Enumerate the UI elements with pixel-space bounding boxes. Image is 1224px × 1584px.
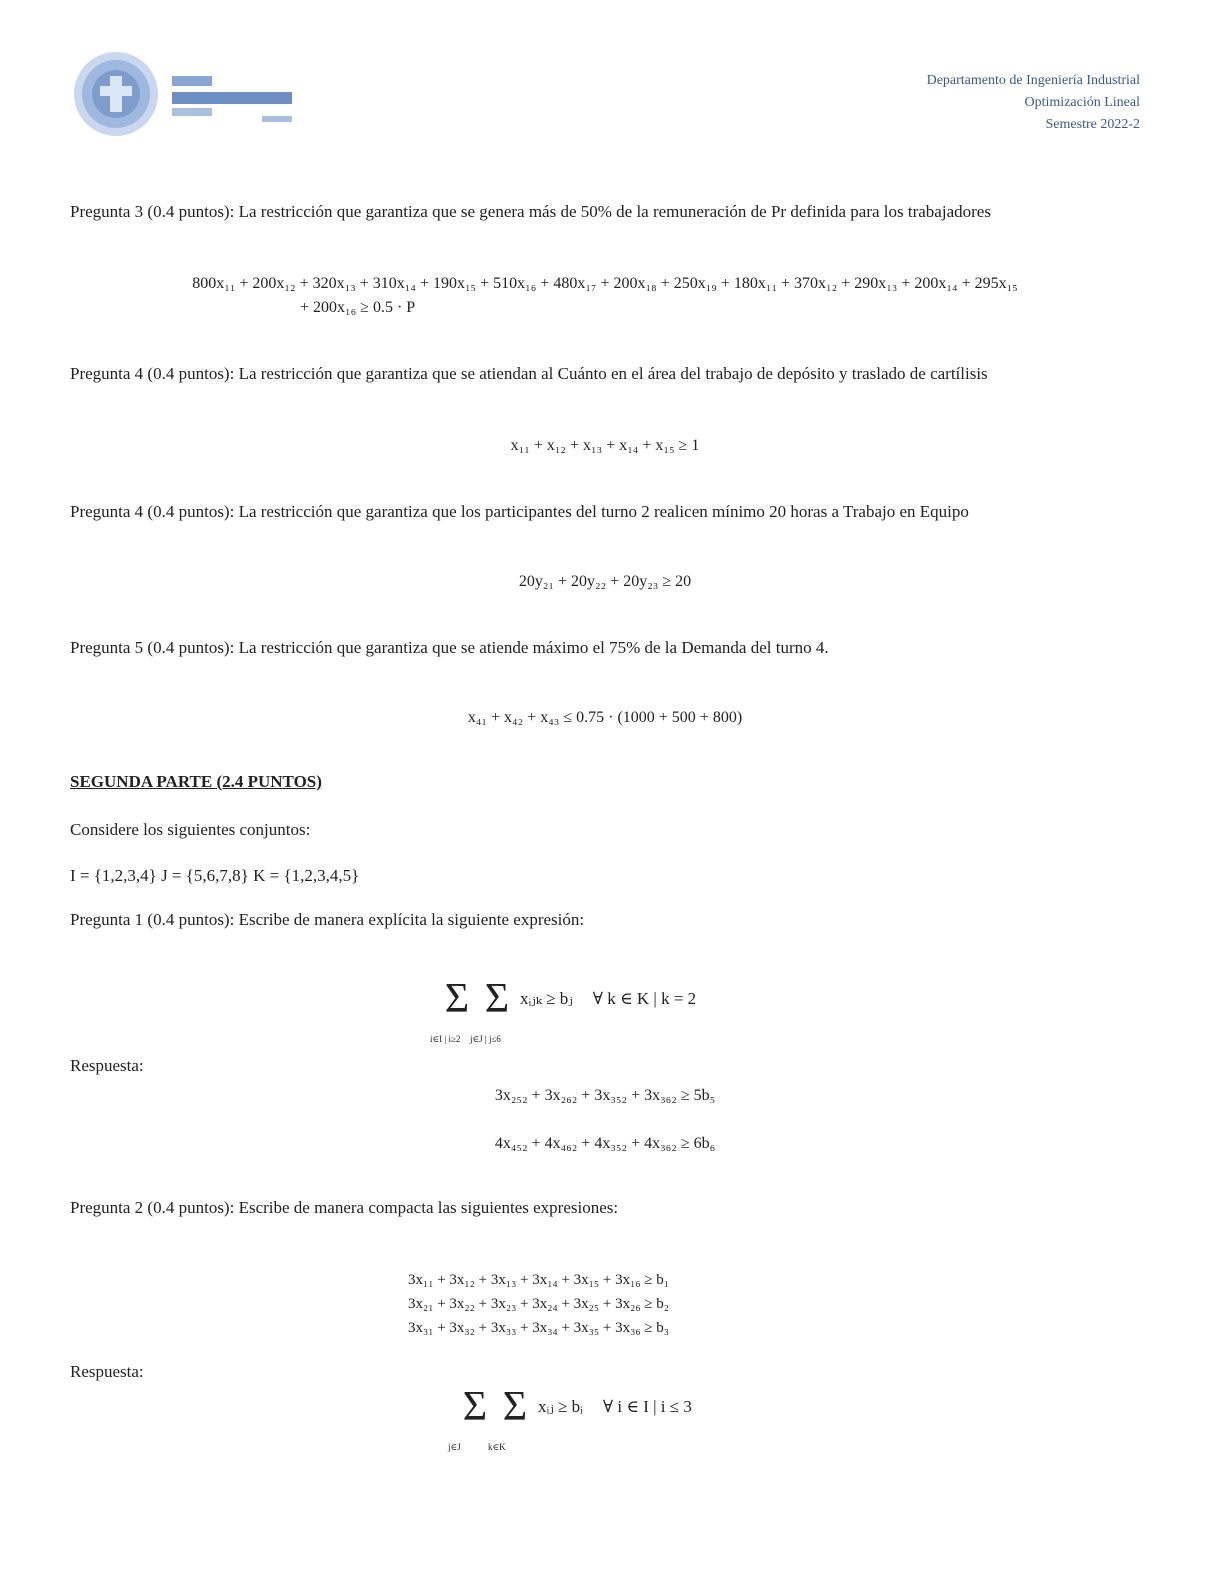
question-paragraph: Pregunta 4 (0.4 puntos): La restricción que garantiza que se atiendan al Cuánto en el área del trabajo de depósito y traslado de cartílisis xyxy=(70,364,988,383)
sum-condition: ∀ k ∈ K | k = 2 xyxy=(592,989,697,1008)
response-equation: 3x₂₅₂ + 3x₂₆₂ + 3x₃₅₂ + 3x₃₆₂ ≥ 5b₅ xyxy=(494,1087,716,1104)
dept-line-3: Semestre 2022-2 xyxy=(1045,117,1140,132)
sum-term: xᵢⱼₖ ≥ bⱼ xyxy=(520,989,573,1008)
double-sum-expression xyxy=(448,1384,692,1452)
university-seal-icon xyxy=(70,46,310,142)
department-header xyxy=(927,70,1140,136)
sigma-subscript: k∈K xyxy=(488,1442,506,1452)
sigma-symbol: Σ k∈K xyxy=(498,1386,532,1428)
sum-term: xᵢⱼ ≥ bᵢ xyxy=(538,1397,583,1416)
dept-line-1: Departamento de Ingeniería Industrial xyxy=(926,73,1140,88)
sigma-subscript: j∈J xyxy=(448,1442,461,1452)
sigma-symbol: Σ i∈I | i≥2 xyxy=(440,978,474,1020)
question-paragraph: Pregunta 4 (0.4 puntos): La restricción que garantiza que los participantes del turno 2 realicen mínimo 20 horas a Trabajo en Equipo xyxy=(70,502,969,521)
sigma-subscript: j∈J | j≤6 xyxy=(470,1034,501,1044)
question-2: Pregunta 2 (0.4 puntos): Escribe de manera compacta las siguientes expresiones: xyxy=(70,1198,619,1217)
sum-condition: ∀ i ∈ I | i ≤ 3 xyxy=(602,1397,692,1416)
expression-block xyxy=(408,1268,669,1340)
equation: x₁₁ + x₁₂ + x₁₃ + x₁₄ + x₁₅ ≥ 1 xyxy=(510,437,700,454)
sigma-subscript: i∈I | i≥2 xyxy=(430,1034,461,1044)
section-title: SEGUNDA PARTE (2.4 PUNTOS) xyxy=(70,772,322,791)
equation: x₄₁ + x₄₂ + x₄₃ ≤ 0.75 · (1000 + 500 + 800) xyxy=(467,709,743,726)
equation: 20y₂₁ + 20y₂₂ + 20y₂₃ ≥ 20 xyxy=(518,573,692,590)
sets-definition: I = {1,2,3,4} J = {5,6,7,8} K = {1,2,3,4,5} xyxy=(70,866,360,885)
sigma-symbol: Σ j∈J | j≤6 xyxy=(480,978,514,1020)
question-paragraph: Pregunta 3 (0.4 puntos): La restricción que garantiza que se genera más de 50% de la remuneración de Pr definida para los trabajadores xyxy=(70,202,991,221)
response-label: Respuesta: xyxy=(70,1362,144,1381)
expression-row: 3x₁₁ + 3x₁₂ + 3x₁₃ + 3x₁₄ + 3x₁₅ + 3x₁₆ ≥ b₁ xyxy=(408,1272,670,1288)
response-equation: 4x₄₅₂ + 4x₄₆₂ + 4x₃₅₂ + 4x₃₆₂ ≥ 6b₆ xyxy=(494,1135,716,1152)
equation: 800x₁₁ + 200x₁₂ + 320x₁₃ + 310x₁₄ + 190x₁₅ + 510x₁₆ + 480x₁₇ + 200x₁₈ + 250x₁₉ + 180x₁₁ + 370x₁₂ + 290x₁₃ + 200x₁₄ + 295x₁₅ xyxy=(192,275,1018,292)
response-label: Respuesta: xyxy=(70,1056,144,1075)
dept-line-2: Optimización Lineal xyxy=(1024,95,1140,110)
sets-intro: Considere los siguientes conjuntos: xyxy=(70,820,311,839)
expression-row: 3x₃₁ + 3x₃₂ + 3x₃₃ + 3x₃₄ + 3x₃₅ + 3x₃₆ ≥ b₃ xyxy=(408,1320,670,1336)
expression-row: 3x₂₁ + 3x₂₂ + 3x₂₃ + 3x₂₄ + 3x₂₅ + 3x₂₆ ≥ b₂ xyxy=(408,1296,670,1312)
equation: + 200x₁₆ ≥ 0.5 · P xyxy=(300,299,416,316)
sigma-symbol: Σ j∈J xyxy=(458,1386,492,1428)
question-paragraph: Pregunta 5 (0.4 puntos): La restricción que garantiza que se atiende máximo el 75% de la Demanda del turno 4. xyxy=(70,638,829,657)
question-1: Pregunta 1 (0.4 puntos): Escribe de manera explícita la siguiente expresión: xyxy=(70,910,585,929)
university-logo xyxy=(70,46,310,142)
double-sum-expression xyxy=(430,976,697,1044)
